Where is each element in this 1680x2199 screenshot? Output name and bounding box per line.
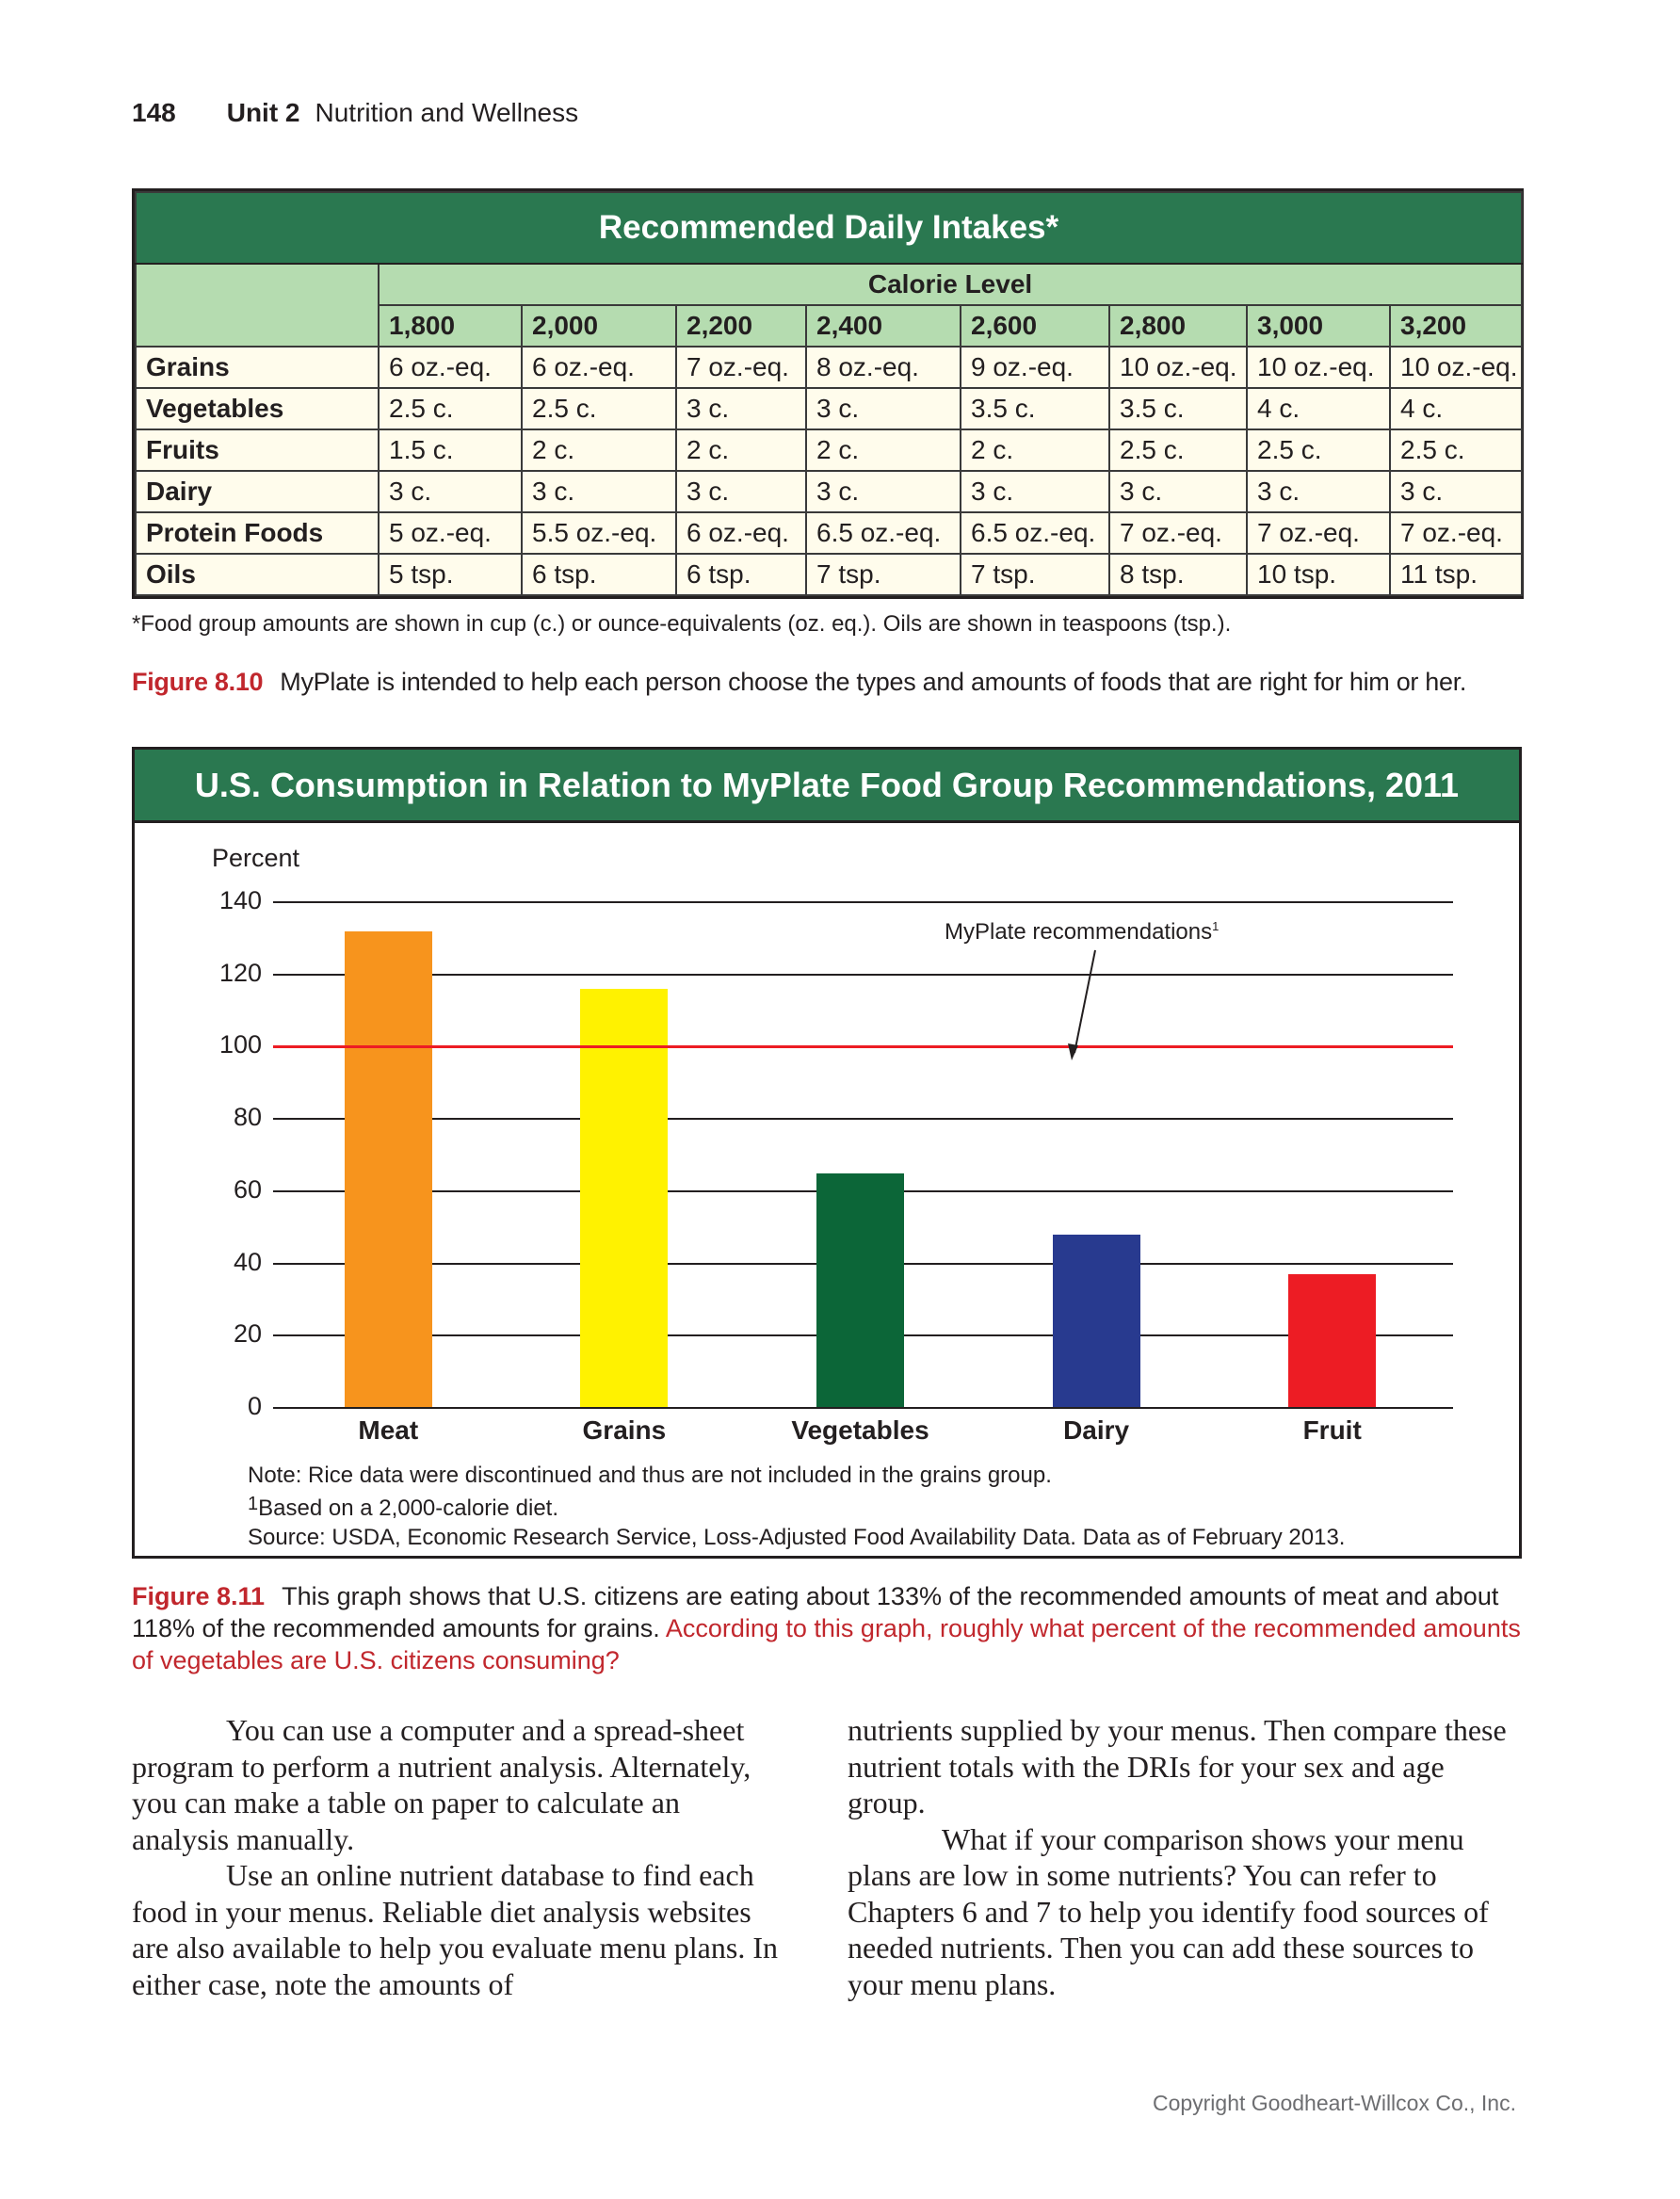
calorie-column-header: 2,000 [522,305,676,347]
y-tick-label: 120 [218,958,262,987]
calorie-column-header: 3,000 [1247,305,1390,347]
paragraph: What if your comparison shows your menu plans are low in some nutrients? You can refer to Chapters 6 and 7 to help you identify food sources of needed nutrients. Then you can add these sources to your menu plans. [848,1821,1489,2001]
page-number: 148 [132,98,176,127]
food-group-label: Grains [136,347,379,388]
table-cell: 4 c. [1247,388,1390,429]
table-cell: 3 c. [1390,471,1522,512]
table-cell: 2 c. [522,429,676,471]
table-row [136,429,1522,471]
table-row [136,554,1522,595]
table-cell: 2 c. [676,429,806,471]
table-title: Recommended Daily Intakes* [136,192,1522,264]
calorie-column-header: 3,200 [1390,305,1522,347]
table-cell: 6 oz.-eq. [379,347,522,388]
paragraph: Use an online nutrient database to find each food in your menus. Reliable diet analysis websites are also available to help you evaluate menu plans. In either case, note the amounts of [132,1858,778,2001]
section-title: Nutrition and Wellness [315,98,579,127]
paragraph: You can use a computer and a spread-sheet program to perform a nutrient analysis. Alternately, you can make a table on paper to calculate an analysis manually. [132,1713,751,1856]
table-cell: 7 tsp. [806,554,961,595]
chart-notes [248,1461,1345,1552]
table-cell: 10 oz.-eq. [1247,347,1390,388]
y-tick-label: 100 [218,1030,262,1059]
table-cell: 2.5 c. [1247,429,1390,471]
table-cell: 3 c. [806,388,961,429]
table-cell: 6 tsp. [676,554,806,595]
table-cell: 10 oz.-eq. [1109,347,1247,388]
calorie-column-header: 2,800 [1109,305,1247,347]
table-cell: 6 tsp. [522,554,676,595]
food-group-label: Oils [136,554,379,595]
chart-note: Note: Rice data were discontinued and thus are not included in the grains group. [248,1463,1052,1488]
table-cell: 1.5 c. [379,429,522,471]
x-category-label: Grains [582,1415,667,1445]
table-cell: 7 oz.-eq. [1247,512,1390,554]
table-row [136,347,1522,388]
y-tick-label: 0 [247,1392,262,1420]
table-cell: 9 oz.-eq. [961,347,1109,388]
table-cell: 2 c. [961,429,1109,471]
table-cell: 3 c. [676,388,806,429]
table-cell: 2.5 c. [1109,429,1247,471]
table-cell: 3 c. [676,471,806,512]
table-cell: 7 oz.-eq. [676,347,806,388]
body-column-left [132,1712,782,2002]
table-cell: 2.5 c. [1390,429,1522,471]
food-group-label: Fruits [136,429,379,471]
x-category-label: Fruit [1302,1415,1362,1445]
calorie-column-header: 2,400 [806,305,961,347]
table-cell: 7 oz.-eq. [1109,512,1247,554]
table-footnote: *Food group amounts are shown in cup (c.) or ounce-equivalents (oz. eq.). Oils are shown in teaspoons (tsp.). [132,611,1232,637]
table-cell: 6 oz.-eq. [522,347,676,388]
copyright-notice: Copyright Goodheart-Willcox Co., Inc. [1152,2091,1516,2115]
table-cell: 3 c. [961,471,1109,512]
chart-source: Source: USDA, Economic Research Service, Loss-Adjusted Food Availability Data. Data as of February 2013. [248,1525,1346,1550]
calorie-level-header: Calorie Level [379,264,1522,305]
table-cell: 4 c. [1390,388,1522,429]
table-cell: 5 tsp. [379,554,522,595]
annotation-superscript: 1 [1212,919,1220,933]
x-category-label: Dairy [1063,1415,1130,1445]
figure-number: Figure 8.11 [132,1582,266,1610]
table-cell: 8 tsp. [1109,554,1247,595]
food-group-label: Protein Foods [136,512,379,554]
y-axis-label: Percent [212,844,300,872]
table-cell: 5.5 oz.-eq. [522,512,676,554]
table-cell: 3 c. [1109,471,1247,512]
table-cell: 2 c. [806,429,961,471]
table-cell: 5 oz.-eq. [379,512,522,554]
table-cell: 11 tsp. [1390,554,1522,595]
table-cell: 7 tsp. [961,554,1109,595]
table-cell: 10 oz.-eq. [1390,347,1522,388]
table-cell: 3 c. [522,471,676,512]
table-cell: 8 oz.-eq. [806,347,961,388]
table-cell: 6.5 oz.-eq. [806,512,961,554]
annotation-text: MyPlate recommendations [945,919,1213,945]
table-cell: 6.5 oz.-eq. [961,512,1109,554]
calorie-column-header: 2,600 [961,305,1109,347]
recommended-daily-intakes-table [132,188,1524,599]
table-cell: 3.5 c. [961,388,1109,429]
body-column-right [848,1712,1526,2002]
figure-8-10-caption [132,666,1466,698]
y-tick-label: 60 [233,1174,262,1204]
paragraph: nutrients supplied by your menus. Then compare these nutrient totals with the DRIs for your sex and age group. [848,1713,1507,1819]
y-tick-label: 140 [218,886,262,914]
unit-label: Unit 2 [226,98,300,127]
y-tick-label: 40 [233,1247,262,1276]
table-row [136,388,1522,429]
food-group-label: Vegetables [136,388,379,429]
table-corner-cell [136,264,379,347]
calorie-column-header: 1,800 [379,305,522,347]
annotation-arrow-icon [135,750,1519,1556]
chart-footnote: $^1$Based on a 2,000-calorie diet. [248,1494,559,1521]
table-cell: 10 tsp. [1247,554,1390,595]
figure-caption-text: This graph shows that U.S. citizens are eating about 133% of the recommended amounts of meat and about 118% of the recommended amounts for grains. [132,1582,1499,1642]
figure-question: According to this graph, roughly what percent of the recommended amounts of vegetables are U.S. citizens consuming? [132,1614,1521,1674]
table-cell: 7 oz.-eq. [1390,512,1522,554]
y-tick-label: 20 [233,1319,262,1349]
table-cell: 3 c. [379,471,522,512]
table-cell: 3.5 c. [1109,388,1247,429]
x-category-label: Meat [358,1415,419,1445]
table-cell: 6 oz.-eq. [676,512,806,554]
table-row [136,471,1522,512]
calorie-column-header: 2,200 [676,305,806,347]
figure-8-11-caption [132,1580,1526,1676]
table-cell: 2.5 c. [379,388,522,429]
table-cell: 2.5 c. [522,388,676,429]
table-row [136,512,1522,554]
table-cell: 3 c. [1247,471,1390,512]
running-head [132,94,578,132]
consumption-chart [132,747,1522,1559]
y-tick-label: 80 [233,1103,262,1132]
x-category-label: Vegetables [791,1415,929,1445]
table-cell: 3 c. [806,471,961,512]
chart-title: U.S. Consumption in Relation to MyPlate Food Group Recommendations, 2011 [135,750,1519,823]
food-group-label: Dairy [136,471,379,512]
figure-number: Figure 8.10 [132,668,264,696]
figure-caption-text: MyPlate is intended to help each person choose the types and amounts of foods that are right for him or her. [280,668,1467,696]
